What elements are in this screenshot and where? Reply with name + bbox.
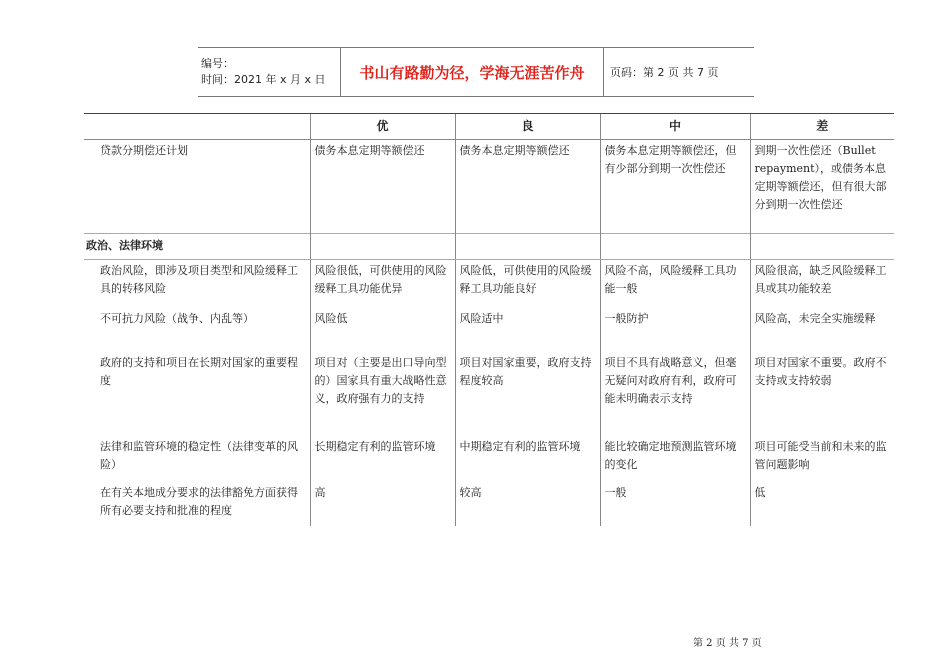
row-label: 法律和监管环境的稳定性（法律变革的风险）	[100, 439, 298, 471]
cell-good: 债务本息定期等额偿还	[455, 140, 600, 234]
cell-poor: 到期一次性偿还（Bullet repayment），或债务本息定期等额偿还，但有很大部分到期一次性偿还	[750, 140, 894, 234]
motto-cell	[341, 48, 604, 97]
col-header-excellent: 优	[310, 114, 455, 140]
cell-poor: 低	[750, 482, 894, 526]
table-row	[84, 352, 894, 436]
page-info: 页码：第 2 页 共 7 页	[604, 48, 755, 97]
cell-poor: 项目可能受当前和未来的监管问题影响	[750, 436, 894, 482]
section-empty-cell	[750, 234, 894, 260]
cell-excellent: 长期稳定有利的监管环境	[310, 436, 455, 482]
cell-medium: 债务本息定期等额偿还，但有少部分到期一次性偿还	[600, 140, 750, 234]
cell-poor: 风险高，未完全实施缓释	[750, 308, 894, 352]
cell-excellent: 风险很低，可供使用的风险缓释工具功能优异	[310, 260, 455, 308]
col-header-empty	[84, 114, 310, 140]
cell-poor: 风险很高，缺乏风险缓释工具或其功能较差	[750, 260, 894, 308]
cell-medium: 风险不高，风险缓释工具功能一般	[600, 260, 750, 308]
table-row	[84, 482, 894, 526]
cell-medium: 一般防护	[600, 308, 750, 352]
section-empty-cell	[455, 234, 600, 260]
cell-excellent: 高	[310, 482, 455, 526]
row-label: 在有关本地成分要求的法律豁免方面获得所有必要支持和批准的程度	[100, 485, 298, 517]
cell-good: 项目对国家重要，政府支持程度较高	[455, 352, 600, 436]
col-header-medium: 中	[600, 114, 750, 140]
time-label: 时间：2021 年 x 月 x 日	[201, 73, 326, 86]
cell-excellent: 风险低	[310, 308, 455, 352]
table-row	[84, 260, 894, 308]
cell-poor: 项目对国家不重要。政府不支持或支持较弱	[750, 352, 894, 436]
cell-medium: 项目不具有战略意义，但毫无疑问对政府有利，政府可能未明确表示支持	[600, 352, 750, 436]
cell-medium: 一般	[600, 482, 750, 526]
row-label: 不可抗力风险（战争、内乱等）	[100, 311, 254, 325]
cell-good: 较高	[455, 482, 600, 526]
number-label: 编号：	[201, 57, 234, 70]
col-header-poor: 差	[750, 114, 894, 140]
cell-good: 中期稳定有利的监管环境	[455, 436, 600, 482]
row-label: 政府的支持和项目在长期对国家的重要程度	[100, 355, 298, 387]
table-row	[84, 140, 894, 234]
section-empty-cell	[600, 234, 750, 260]
cell-excellent: 债务本息定期等额偿还	[310, 140, 455, 234]
section-empty-cell	[310, 234, 455, 260]
page-footer: 第 2 页 共 7 页	[693, 638, 762, 649]
section-title: 政治、法律环境	[84, 234, 310, 260]
motto: 书山有路勤为径，学海无涯苦作舟	[359, 63, 585, 82]
col-header-good: 良	[455, 114, 600, 140]
row-label: 政治风险，即涉及项目类型和风险缓释工具的转移风险	[100, 264, 298, 295]
rating-table	[84, 113, 894, 526]
cell-good: 风险低，可供使用的风险缓释工具功能良好	[455, 260, 600, 308]
page-header	[198, 47, 754, 97]
cell-excellent: 项目对（主要是出口导向型的）国家具有重大战略性意义，政府强有力的支持	[310, 352, 455, 436]
header-meta	[198, 48, 341, 97]
table-header-row	[84, 114, 894, 140]
section-row	[84, 234, 894, 260]
table-row	[84, 308, 894, 352]
table-row	[84, 436, 894, 482]
cell-good: 风险适中	[455, 308, 600, 352]
row-label: 贷款分期偿还计划	[100, 144, 188, 157]
cell-medium: 能比较确定地预测监管环境的变化	[600, 436, 750, 482]
